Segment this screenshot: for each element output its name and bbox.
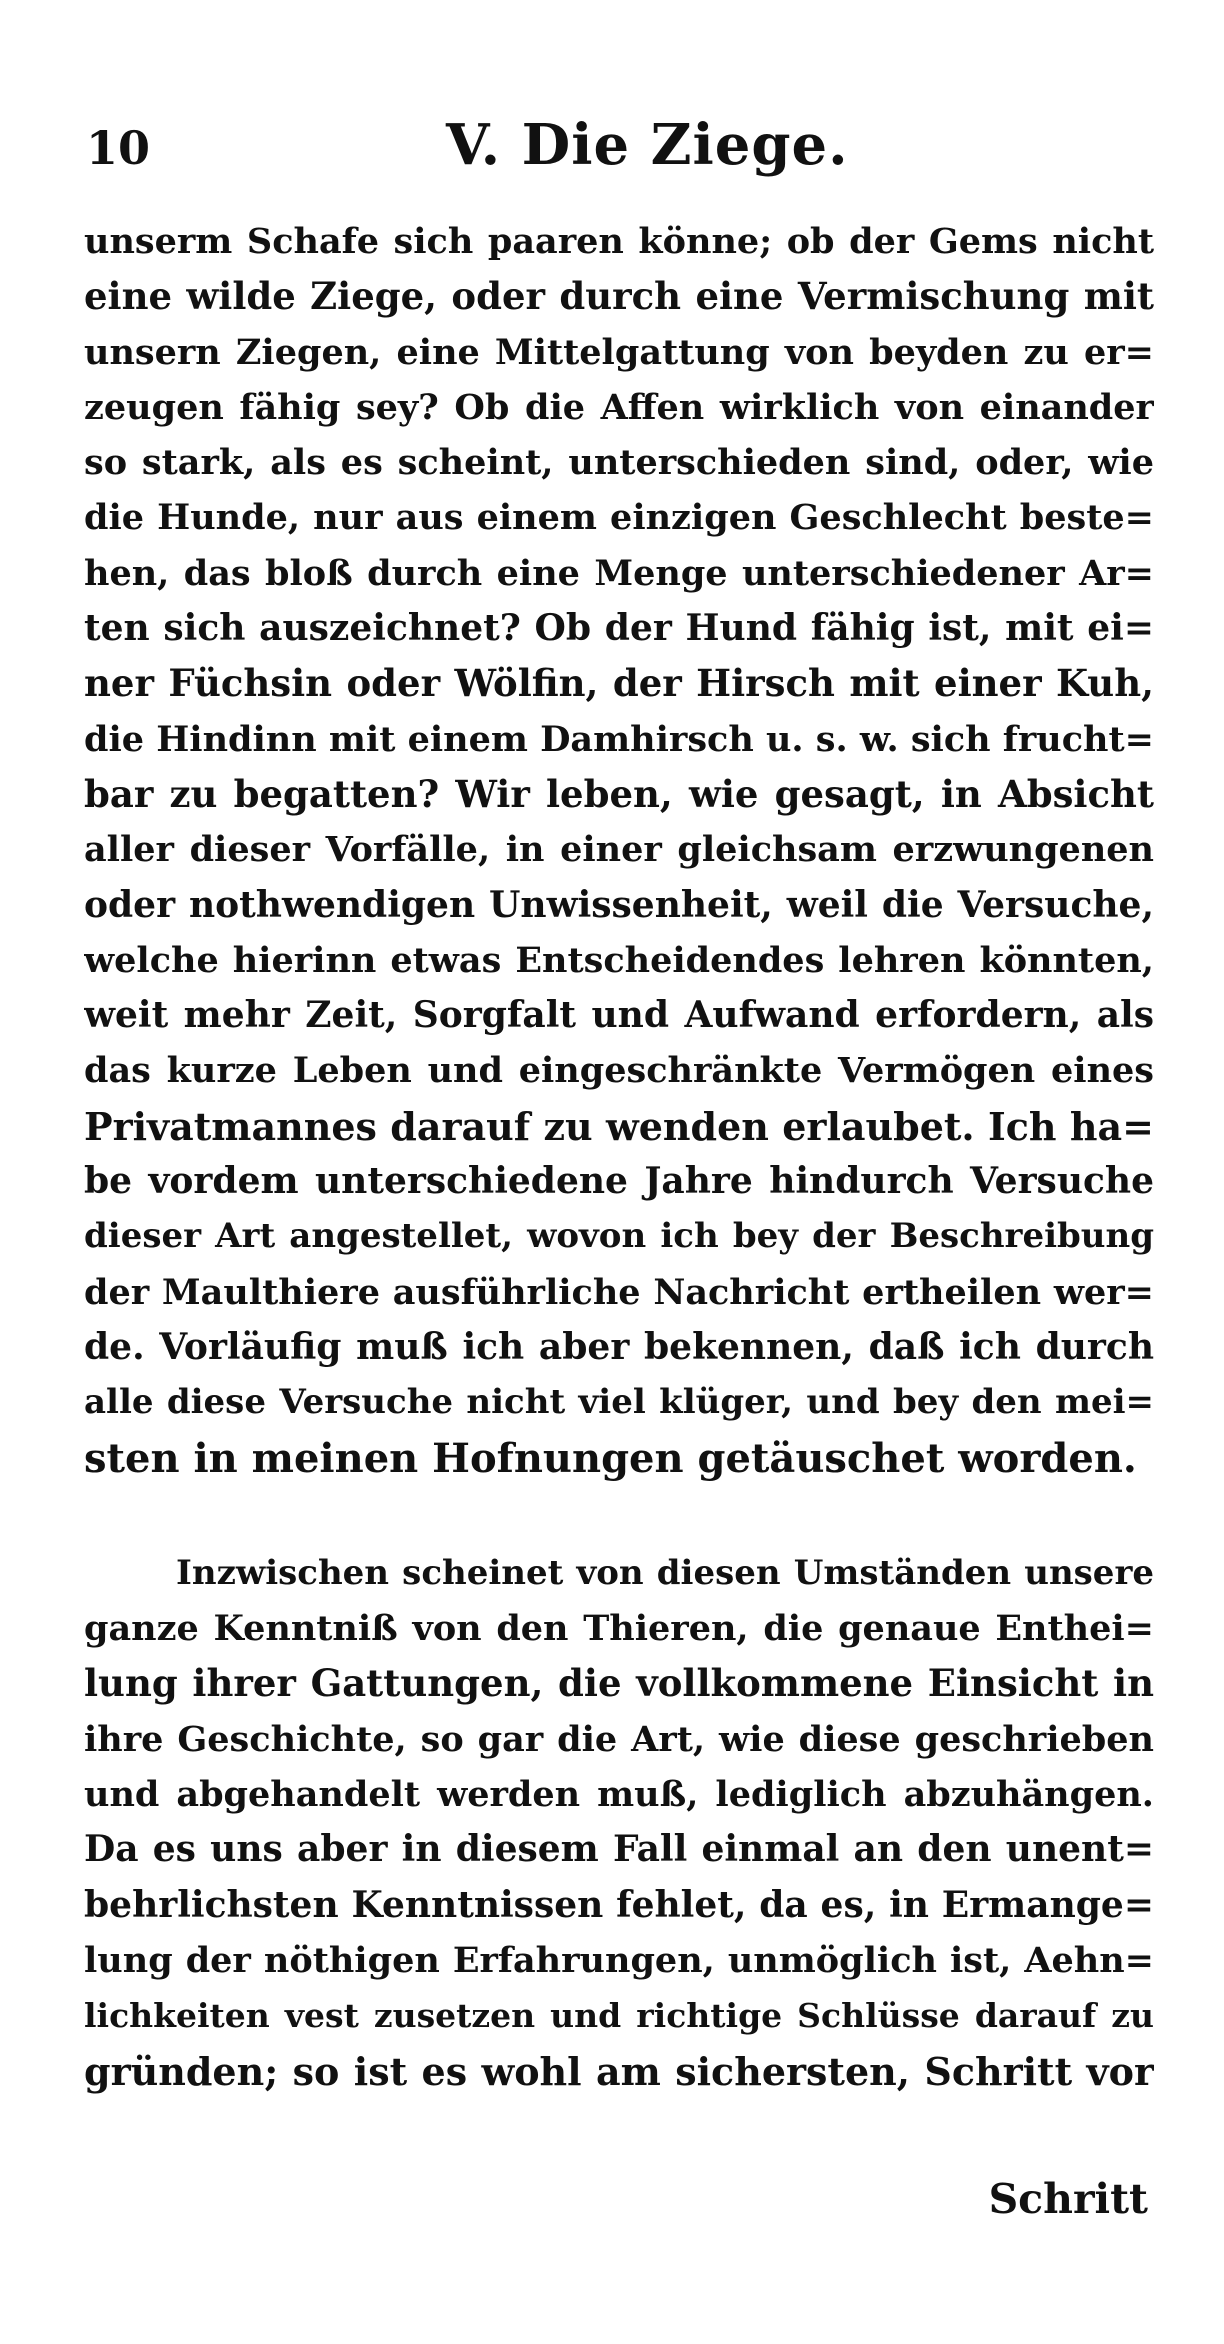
- text-line: be vordem unterschiedene Jahre hindurch Versuche: [84, 1160, 1154, 1203]
- page-number: 10: [86, 121, 151, 175]
- text-line: Privatmannes darauf zu wenden erlaubet. Ich ha=: [84, 1103, 1154, 1149]
- text-line: lung der nöthigen Erfahrungen, unmöglich ist, Aehn=: [84, 1939, 1154, 1981]
- text-line: Da es uns aber in diesem Fall einmal an den unent=: [84, 1828, 1154, 1871]
- running-title: V. Die Ziege.: [446, 112, 849, 178]
- text-line: aller dieser Vorfälle, in einer gleichsam erzwungenen: [84, 829, 1154, 871]
- text-line: lung ihrer Gattungen, die vollkommene Einsicht in: [84, 1661, 1154, 1706]
- text-line: sten in meinen Hofnungen getäuschet worden.: [84, 1434, 1137, 1482]
- text-line: de. Vorläufig muß ich aber bekennen, daß ich durch: [84, 1325, 1154, 1368]
- text-line: gründen; so ist es wohl am sichersten, Schritt vor: [84, 2048, 1154, 2094]
- text-line: zeugen fähig sey? Ob die Affen wirklich von einander: [84, 386, 1154, 428]
- text-line: der Maulthiere ausführliche Nachricht ertheilen wer=: [84, 1271, 1154, 1313]
- text-line: bar zu begatten? Wir leben, wie gesagt, in Absicht: [84, 771, 1154, 816]
- text-line: und abgehandelt werden muß, lediglich abzuhängen.: [84, 1774, 1154, 1816]
- text-line: behrlichsten Kenntnissen fehlet, da es, in Ermange=: [84, 1883, 1154, 1926]
- paragraph-gap: [84, 1486, 1154, 1546]
- text-line: oder nothwendigen Unwissenheit, weil die Versuche,: [84, 883, 1154, 926]
- text-line: weit mehr Zeit, Sorgfalt und Aufwand erfordern, als: [84, 994, 1154, 1037]
- text-line: ner Füchsin oder Wölfin, der Hirsch mit einer Kuh,: [84, 661, 1154, 706]
- catchword: Schritt: [988, 2175, 1148, 2223]
- text-line: unserm Schafe sich paaren könne; ob der Gems nicht: [84, 221, 1154, 262]
- text-line: dieser Art angestellet, wovon ich bey der Beschreibung: [84, 1216, 1154, 1257]
- text-line: ihre Geschichte, so gar die Art, wie diese geschrieben: [84, 1718, 1154, 1760]
- text-line: unsern Ziegen, eine Mittelgattung von beyden zu er=: [84, 331, 1154, 373]
- text-line: alle diese Versuche nicht viel klüger, und bey den mei=: [84, 1382, 1154, 1423]
- text-line: welche hierinn etwas Entscheidendes lehren könnten,: [84, 939, 1154, 981]
- text-line: die Hindinn mit einem Damhirsch u. s. w. sich frucht=: [84, 718, 1154, 760]
- text-line: ganze Kenntniß von den Thieren, die genaue Enthei=: [84, 1608, 1154, 1650]
- text-line: hen, das bloß durch eine Menge unterschiedener Ar=: [84, 552, 1154, 594]
- text-line: ten sich auszeichnet? Ob der Hund fähig ist, mit ei=: [84, 607, 1154, 650]
- paragraph-2: [84, 1546, 1154, 2099]
- text-line: lichkeiten vest zusetzen und richtige Schlüsse darauf zu: [84, 1996, 1154, 2036]
- text-line: Inzwischen scheinet von diesen Umständen unsere: [176, 1552, 1154, 1593]
- text-line: die Hunde, nur aus einem einzigen Geschlecht beste=: [84, 497, 1154, 539]
- text-line: das kurze Leben und eingeschränkte Vermögen eines: [84, 1050, 1154, 1092]
- paragraph-1: [84, 214, 1154, 1486]
- page-header: [86, 110, 1146, 190]
- body-text: [84, 214, 1154, 2099]
- text-line: so stark, als es scheint, unterschieden sind, oder, wie: [84, 442, 1154, 484]
- text-line: eine wilde Ziege, oder durch eine Vermischung mit: [84, 274, 1154, 319]
